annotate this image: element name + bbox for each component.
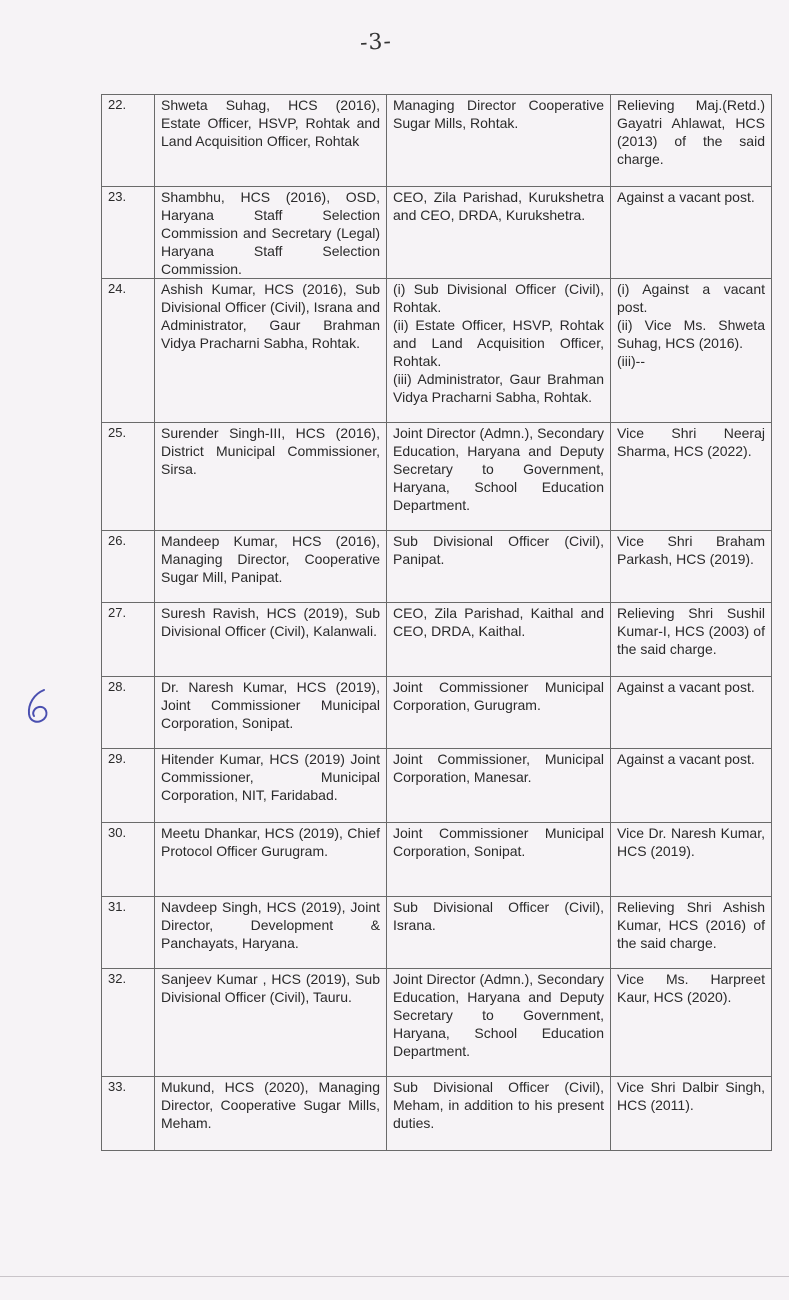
new-posting-text: CEO, Zila Parishad, Kaithal and CEO, DRDA, Kaithal. [393,605,604,639]
officer-current-posting-text: Hitender Kumar, HCS (2019) Joint Commissioner, Municipal Corporation, NIT, Faridabad. [161,751,380,803]
officer-current-posting-text: Suresh Ravish, HCS (2019), Sub Divisional Officer (Civil), Kalanwali. [161,605,380,639]
serial-number-text: 23. [108,189,127,204]
serial-number [102,279,155,423]
serial-number [102,823,155,897]
serial-number-text: 25. [108,425,127,440]
table-row [102,677,772,749]
table-row [102,187,772,279]
page-number: -3- [359,29,393,56]
table-row [102,603,772,677]
officer-current-posting [155,531,387,603]
posting-remarks [611,279,772,423]
officer-current-posting-text: Dr. Naresh Kumar, HCS (2019), Joint Commissioner Municipal Corporation, Sonipat. [161,679,380,731]
serial-number [102,603,155,677]
table-row [102,897,772,969]
serial-number [102,749,155,823]
new-posting [387,187,611,279]
posting-remarks [611,531,772,603]
officer-current-posting-text: Ashish Kumar, HCS (2016), Sub Divisional Officer (Civil), Israna and Administrator, Gaur Brahman Vidya Pracharni Sabha, Rohtak. [161,281,380,351]
officer-current-posting [155,95,387,187]
posting-remarks-text: Vice Dr. Naresh Kumar, HCS (2019). [617,825,765,859]
serial-number-text: 32. [108,971,127,986]
new-posting [387,95,611,187]
posting-remarks [611,749,772,823]
officer-current-posting-text: Shambhu, HCS (2016), OSD, Haryana Staff Selection Commission and Secretary (Legal) Haryana Staff Selection Commission. [161,189,380,277]
posting-remarks [611,677,772,749]
officer-current-posting [155,897,387,969]
posting-remarks-text: (i) Against a vacant post. [617,281,765,315]
table-row [102,531,772,603]
posting-remarks [611,1077,772,1151]
table-row [102,423,772,531]
serial-number-text: 33. [108,1079,127,1094]
handwritten-margin-mark [22,686,56,726]
posting-remarks-text: Against a vacant post. [617,751,755,767]
officer-current-posting [155,823,387,897]
serial-number [102,969,155,1077]
new-posting [387,749,611,823]
posting-remarks [611,187,772,279]
new-posting-text: Sub Divisional Officer (Civil), Meham, in addition to his present duties. [393,1079,604,1131]
officer-current-posting [155,749,387,823]
page-bottom-edge [0,1276,789,1277]
new-posting-text: (ii) Estate Officer, HSVP, Rohtak and Land Acquisition Officer, Rohtak. [393,317,604,369]
officer-current-posting [155,1077,387,1151]
posting-remarks-text: Vice Shri Braham Parkash, HCS (2019). [617,533,765,567]
serial-number-text: 30. [108,825,127,840]
posting-remarks [611,603,772,677]
serial-number [102,95,155,187]
officer-current-posting-text: Surender Singh-III, HCS (2016), District Municipal Commissioner, Sirsa. [161,425,380,477]
posting-remarks-text: Vice Shri Neeraj Sharma, HCS (2022). [617,425,765,459]
officer-current-posting [155,969,387,1077]
officer-current-posting [155,603,387,677]
posting-remarks-text: Against a vacant post. [617,679,755,695]
new-posting-text: Joint Commissioner Municipal Corporation, Sonipat. [393,825,604,859]
posting-remarks [611,423,772,531]
posting-remarks-text: (iii)-- [617,353,645,369]
new-posting [387,531,611,603]
posting-remarks [611,969,772,1077]
posting-remarks [611,823,772,897]
officer-current-posting-text: Mukund, HCS (2020), Managing Director, Cooperative Sugar Mills, Meham. [161,1079,380,1131]
serial-number [102,187,155,279]
new-posting-text: Joint Commissioner, Municipal Corporation, Manesar. [393,751,604,785]
officer-current-posting-text: Sanjeev Kumar , HCS (2019), Sub Divisional Officer (Civil), Tauru. [161,971,380,1005]
officer-current-posting-text: Navdeep Singh, HCS (2019), Joint Director, Development & Panchayats, Haryana. [161,899,380,951]
posting-remarks-text: Relieving Shri Ashish Kumar, HCS (2016) of the said charge. [617,899,765,951]
posting-remarks-text: Against a vacant post. [617,189,755,205]
table-row [102,969,772,1077]
new-posting-text: Managing Director Cooperative Sugar Mills, Rohtak. [393,97,604,131]
posting-remarks-text: Vice Ms. Harpreet Kaur, HCS (2020). [617,971,765,1005]
serial-number [102,423,155,531]
serial-number-text: 22. [108,97,127,112]
officer-current-posting-text: Meetu Dhankar, HCS (2019), Chief Protocol Officer Gurugram. [161,825,380,859]
new-posting [387,279,611,423]
serial-number-text: 27. [108,605,127,620]
serial-number [102,897,155,969]
new-posting [387,603,611,677]
officer-current-posting [155,423,387,531]
serial-number-text: 26. [108,533,127,548]
officer-current-posting-text: Mandeep Kumar, HCS (2016), Managing Director, Cooperative Sugar Mill, Panipat. [161,533,380,585]
officer-current-posting-text: Shweta Suhag, HCS (2016), Estate Officer, HSVP, Rohtak and Land Acquisition Officer, Rohtak [161,97,380,149]
new-posting-text: Joint Commissioner Municipal Corporation, Gurugram. [393,679,604,713]
new-posting-text: (iii) Administrator, Gaur Brahman Vidya Pracharni Sabha, Rohtak. [393,371,604,405]
officer-current-posting [155,279,387,423]
serial-number-text: 31. [108,899,127,914]
serial-number [102,1077,155,1151]
new-posting-text: Sub Divisional Officer (Civil), Israna. [393,899,604,933]
posting-remarks-text: Relieving Maj.(Retd.) Gayatri Ahlawat, HCS (2013) of the said charge. [617,97,765,167]
new-posting [387,823,611,897]
serial-number-text: 28. [108,679,127,694]
table-row [102,279,772,423]
officer-current-posting [155,677,387,749]
serial-number [102,677,155,749]
table-row [102,749,772,823]
new-posting [387,969,611,1077]
table-row [102,95,772,187]
table-row [102,1077,772,1151]
posting-remarks-text: (ii) Vice Ms. Shweta Suhag, HCS (2016). [617,317,765,351]
table-row [102,823,772,897]
posting-remarks [611,897,772,969]
new-posting [387,677,611,749]
serial-number-text: 29. [108,751,127,766]
new-posting-text: CEO, Zila Parishad, Kurukshetra and CEO, DRDA, Kurukshetra. [393,189,604,223]
officer-current-posting [155,187,387,279]
new-posting-text: Sub Divisional Officer (Civil), Panipat. [393,533,604,567]
new-posting-text: (i) Sub Divisional Officer (Civil), Rohtak. [393,281,604,315]
posting-remarks-text: Relieving Shri Sushil Kumar-I, HCS (2003) of the said charge. [617,605,765,657]
new-posting-text: Joint Director (Admn.), Secondary Education, Haryana and Deputy Secretary to Government, Haryana, School Education Department. [393,425,604,513]
serial-number-text: 24. [108,281,127,296]
new-posting [387,897,611,969]
new-posting [387,1077,611,1151]
new-posting-text: Joint Director (Admn.), Secondary Education, Haryana and Deputy Secretary to Government, Haryana, School Education Department. [393,971,604,1059]
new-posting [387,423,611,531]
serial-number [102,531,155,603]
posting-remarks [611,95,772,187]
posting-remarks-text: Vice Shri Dalbir Singh, HCS (2011). [617,1079,765,1113]
transfer-orders-table [101,94,772,1151]
